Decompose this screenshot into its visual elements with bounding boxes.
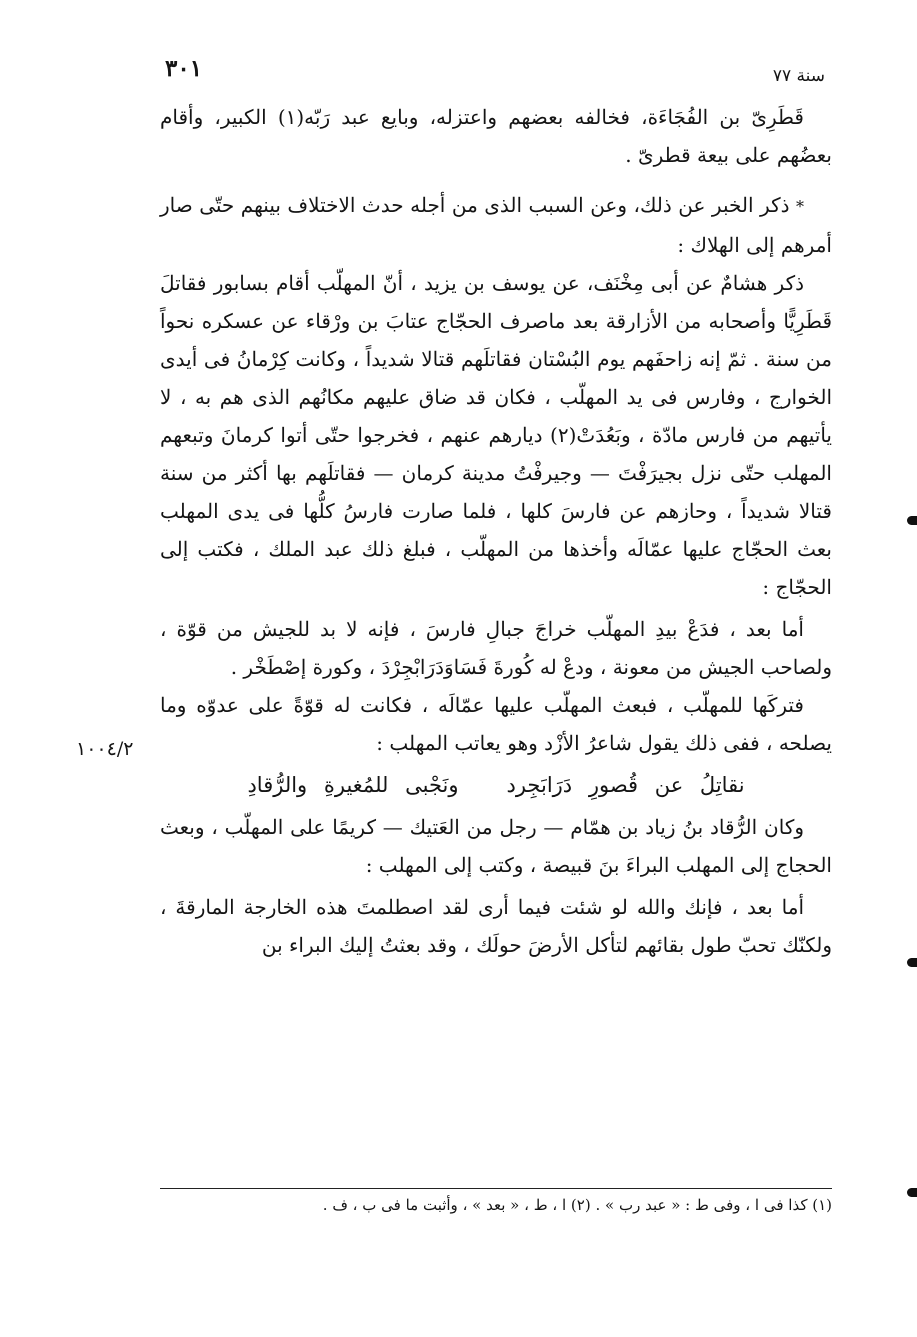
ink-mark <box>907 516 917 525</box>
verse-first-hemistich: نقاتِلُ عن قُصورِ دَرَابَجِرد <box>506 773 745 797</box>
footnote-rule <box>160 1188 832 1189</box>
letter-2: أما بعد ، فإنك والله لو شئت فيما أرى لقد اصطلمتَ هذه الخارجة المارقةَ ، ولكنّك تحبّ طول بقائهم لتأكل الأرضَ حولَك ، وقد بعثتُ إليك البراء بن <box>160 895 832 957</box>
section-heading <box>160 186 832 264</box>
paragraph-4: وكان الرُّقاد بنُ زياد بن همّام — رجل من العَتيك — كريمًا على المهلّب ، وبعث الحجاج إلى المهلب البراءَ بنَ قبيصة ، وكتب إلى المهلب : <box>160 815 832 877</box>
ink-mark <box>907 1188 917 1197</box>
paragraph-2: ذكر هشامٌ عن أبى مِخْنَف، عن يوسف بن يزيد ، أنّ المهلّب أقام بسابور فقاتلَ قَطَرِيًّا وأصحابه من الأزارقة بعد ماصرف الحجّاج عتابَ بن ورْقاء عن عسكره نحواً من سنة . ثمّ إنه زاحفَهم يوم البُسْتان فقاتلَهم قتالا شديداً ، وكانت كِرْمانُ فى أيدى الخوارج ، وفارس فى يد المهلّب ، فكان قد ضاق عليهم مكانُهم الذى هم به ، لا يأتيهم من فارس مادّة ، وبَعُدَتْ(٢) ديارهم عنهم ، فخرجوا حتّى أتوا كرمانَ وتبعهم المهلب حتّى نزل بجيرَفْتَ — وجيرفْتُ مدينة كرمان — فقاتلَهم بها أكثر من سنة قتالا شديداً ، وحازهم عن فارسَ كلها ، فلما صارت فارسُ كلُّها فى يدى المهلب بعث الحجّاج عليها عمّالَه وأخذها من المهلّب ، فبلغ ذلك عبد الملك ، فكتب إلى الحجّاج : <box>160 271 832 599</box>
footnote: (١) كذا فى ا ، وفى ط : « عبد رب » . (٢) ا ، ط ، « بعد » ، وأثبت ما فى ب ، ف . <box>322 1196 832 1214</box>
margin-reference: ١٠٠٤/٢ <box>76 738 134 760</box>
heading-text: ذكر الخبر عن ذلك، وعن السبب الذى من أجله حدث الاختلاف بينهم حتّى صار أمرهم إلى الهلاك : <box>160 193 832 257</box>
running-head: سنة ٧٧ <box>772 66 825 86</box>
paragraph-1: قَطَرِىّ بن الفُجَاءَة، فخالفه بعضهم واعتزله، وبايع عبد رَبّه(١) الكبير، وأقام بعضُهم على بيعة قطرىّ . <box>160 105 832 167</box>
ink-mark <box>907 958 917 967</box>
heading-star: * <box>796 197 804 216</box>
verse <box>160 766 832 804</box>
paragraph-3: فتركَها للمهلّب ، فبعث المهلّب عليها عمّالَه ، فكانت له قوّةً على عدوّه وما يصلحه ، ففى ذلك يقول شاعرُ الأزْد وهو يعاتب المهلب : <box>160 693 832 755</box>
page-number: ٣٠١ <box>165 55 203 82</box>
body-text <box>160 98 832 964</box>
verse-second-hemistich: ونَجْبى للمُغيرةِ والرُّقادِ <box>247 773 459 797</box>
letter-1: أما بعد ، فدَعْ بيدِ المهلّب خراجَ جبالِ فارسَ ، فإنه لا بد للجيش من قوّة ، ولصاحب الجيش من معونة ، ودعْ له كُورةَ فَسَاوَدَرَابْجِرْدَ ، وكورة إصْطَخْر . <box>160 617 832 679</box>
